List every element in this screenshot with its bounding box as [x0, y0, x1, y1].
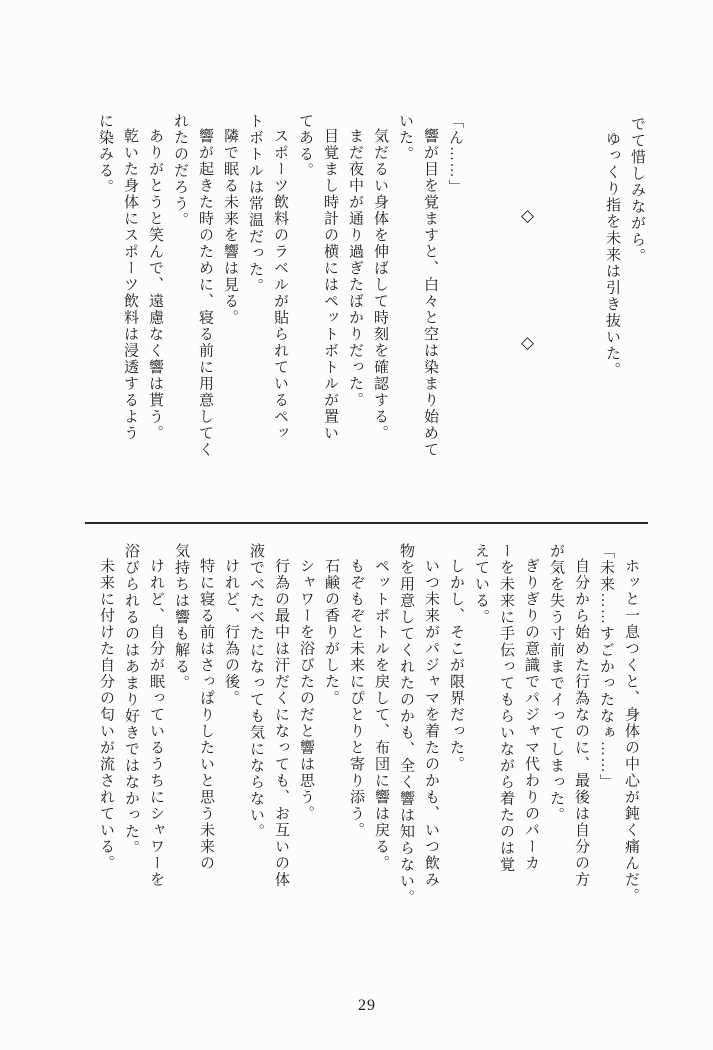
- text-column: 液でべたべたになっても気にならない。: [248, 543, 264, 840]
- text-column: けれど、自分が眠っているうちにシャワーを: [148, 558, 164, 888]
- text-column: れたのだろう。: [172, 113, 188, 229]
- text-column: トボトルは常温だった。: [247, 113, 263, 295]
- text-column: 響が起きた時のために、寝る前に用意してく: [197, 128, 213, 458]
- text-column: に染みる。: [97, 113, 113, 196]
- text-column: ぎりぎりの意識でパジャマ代わりのパーカ: [523, 558, 539, 872]
- page-number: 29: [358, 997, 376, 1014]
- text-column: スポーツ飲料のラベルが貼られているペッ: [272, 128, 288, 442]
- text-column: 「未来……すごかったなぁ……」: [598, 543, 614, 791]
- text-column: ありがとうと笑んで、遠慮なく響は貰う。: [147, 128, 163, 442]
- text-column: 響が目を覚ますと、白々と空は染まり始めて: [422, 128, 438, 458]
- section-divider-rule: [85, 522, 648, 524]
- text-column: 気持ちは響も解る。: [173, 543, 189, 692]
- text-column: シャワーを浴びたのだと響は思う。: [298, 558, 314, 822]
- top-text-right-block: [599, 116, 649, 546]
- text-column: 自分から始めた行為なのに、最後は自分の方: [573, 558, 589, 888]
- text-column: でて惜しみながら。: [629, 116, 645, 265]
- text-column: いた。: [397, 113, 413, 163]
- text-column: ゆっくり指を未来は引き抜いた。: [604, 131, 620, 379]
- text-column: 未来に付けた自分の匂いが流されている。: [98, 558, 114, 872]
- text-column: 物を用意してくれたのかも、全く響は知らない。: [398, 543, 414, 906]
- text-column: いつ未来がパジャマを着たのかも、いつ飲み: [423, 558, 439, 888]
- text-column: 「ん……」: [447, 113, 463, 196]
- text-column: ペットボトルを戻して、布団に響は戻る。: [373, 558, 389, 872]
- text-column: ーを未来に手伝ってもらいながら着たのは覚: [498, 543, 514, 873]
- text-column: 特に寝る前はさっぱりしたいと思う未来の: [198, 558, 214, 872]
- text-column: 石鹸の香りがした。: [323, 558, 339, 707]
- text-column: しかし、そこが限界だった。: [448, 558, 464, 773]
- text-column: まだ夜中が通り過ぎたばかりだった。: [347, 128, 363, 409]
- text-column: えている。: [473, 543, 489, 626]
- bottom-text-block: [93, 543, 643, 993]
- text-column: 乾いた身体にスポーツ飲料は浸透するよう: [122, 128, 138, 442]
- text-column: が気を失う寸前までイってしまった。: [548, 543, 564, 824]
- top-text-left-block: [92, 113, 467, 543]
- text-column: 気だるい身体を伸ばして時刻を確認する。: [372, 128, 388, 442]
- text-column: てある。: [297, 113, 313, 179]
- text-column: 行為の最中は汗だくになっても、お互いの体: [273, 558, 289, 888]
- section-break-diamond-icon: ◇: [521, 206, 535, 225]
- text-column: けれど、行為の後。: [223, 558, 239, 707]
- text-column: 浴びられるのはあまり好きではなかった。: [123, 543, 139, 857]
- text-column: 目覚まし時計の横にはペットボトルが置い: [322, 128, 338, 442]
- text-column: ホッと一息つくと、身体の中心が鈍く痛んだ。: [623, 558, 639, 905]
- text-column: もぞもぞと未来にぴとりと寄り添う。: [348, 558, 364, 839]
- section-break-diamond-icon: ◇: [521, 333, 535, 352]
- text-column: 隣で眠る未来を響は見る。: [222, 128, 238, 326]
